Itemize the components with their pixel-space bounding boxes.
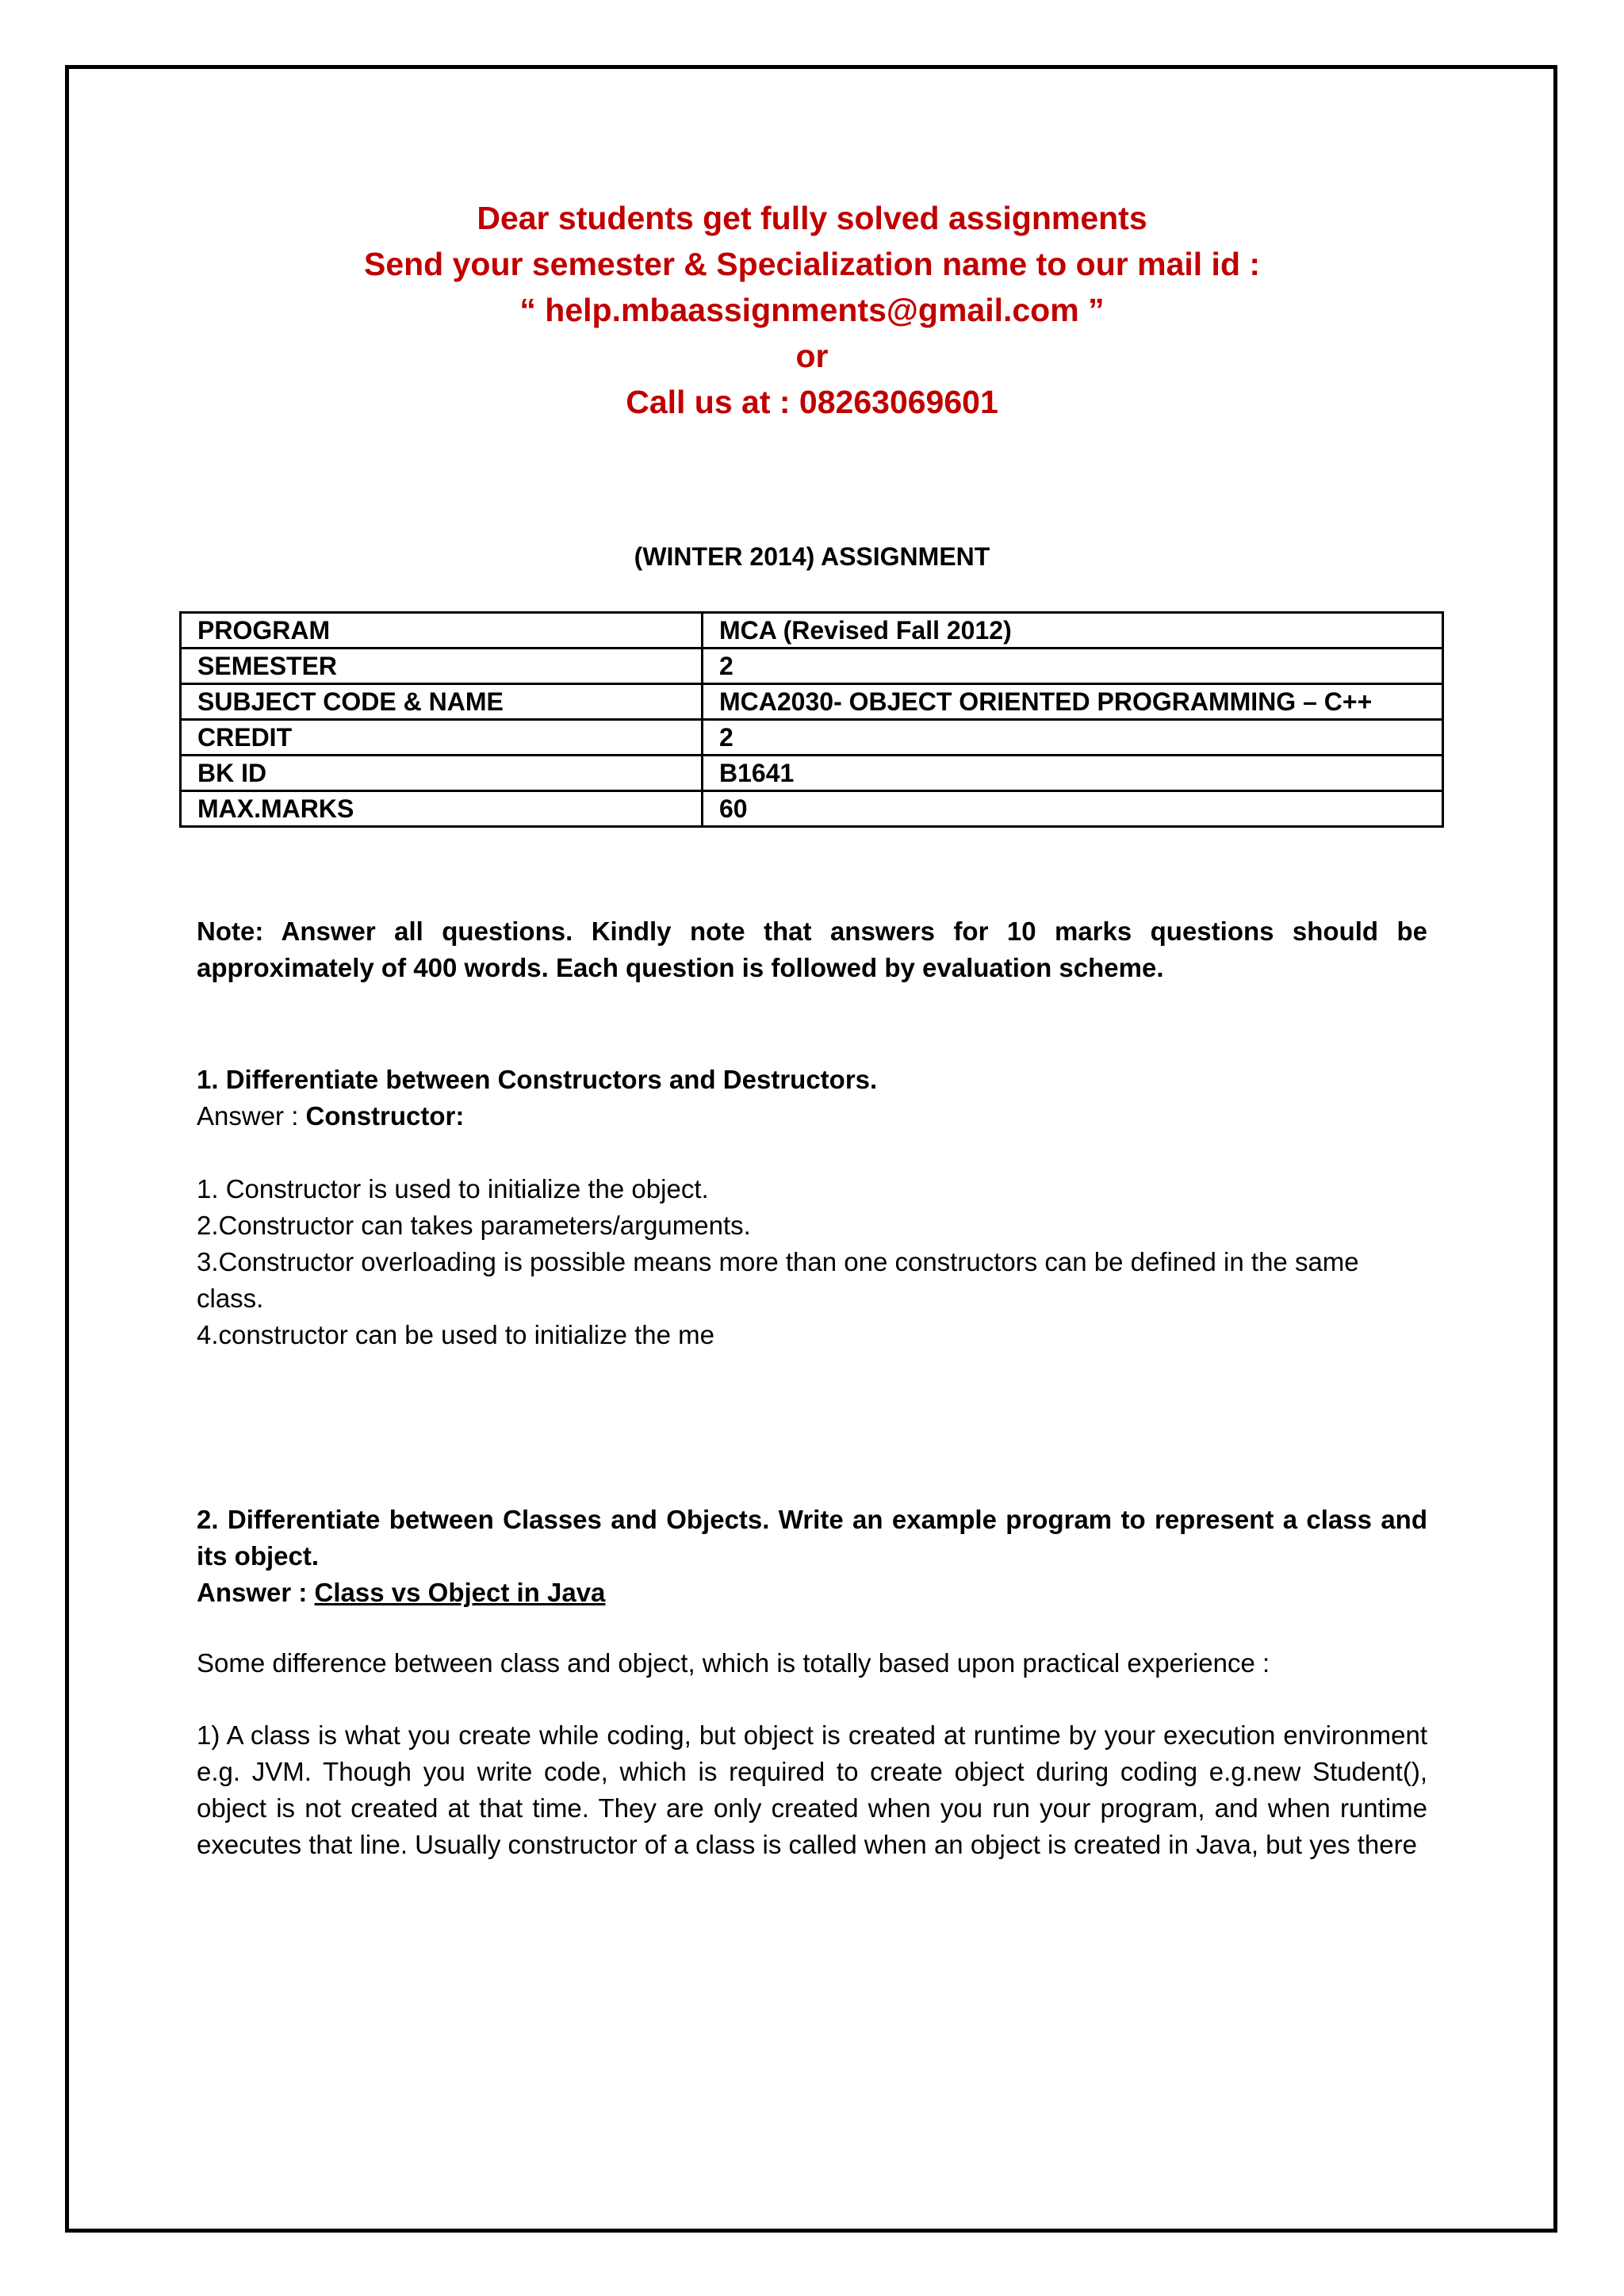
table-key: SEMESTER [181, 649, 703, 684]
answer-prefix: Answer : [197, 1578, 315, 1607]
promo-block [0, 195, 1624, 425]
table-value: MCA2030- OBJECT ORIENTED PROGRAMMING – C++ [703, 684, 1443, 720]
promo-line-1: Dear students get fully solved assignments [477, 200, 1147, 236]
question-1: 1. Differentiate between Constructors and Destructors. [197, 1065, 878, 1094]
answer-heading: Constructor: [305, 1101, 465, 1131]
answer-2-intro: Some difference between class and object, which is totally based upon practical experience : [197, 1648, 1270, 1678]
table-row [181, 684, 1443, 720]
promo-email: “ help.mbaassignments@gmail.com ” [519, 292, 1105, 328]
promo-or: or [795, 338, 829, 374]
answer-heading: Class vs Object in Java [314, 1578, 606, 1607]
answer-2-header [197, 1575, 1427, 1611]
list-item: 3.Constructor overloading is possible means more than one constructors can be defined in the same class. [197, 1247, 1359, 1313]
table-value: 60 [703, 791, 1443, 827]
table-row [181, 756, 1443, 791]
table-key: PROGRAM [181, 613, 703, 649]
note-text: Note: Answer all questions. Kindly note that answers for 10 marks questions should be approximately of 400 words. Each question is followed by evaluation scheme. [197, 916, 1427, 982]
info-table [179, 611, 1444, 828]
table-row [181, 613, 1443, 649]
table-row [181, 649, 1443, 684]
list-item: 1. Constructor is used to initialize the object. [197, 1174, 709, 1203]
list-item: 2.Constructor can takes parameters/arguments. [197, 1211, 751, 1240]
table-key: SUBJECT CODE & NAME [181, 684, 703, 720]
answer-1-points [197, 1171, 1427, 1353]
table-value: 2 [703, 720, 1443, 756]
table-key: BK ID [181, 756, 703, 791]
answer-2-paragraph: 1) A class is what you create while coding, but object is created at runtime by your execution environment e.g. JVM. Though you write code, which is required to create object during coding e.g.new Student(), object is not created at that time. They are only created when you run your program, and when runtime executes that line. Usually constructor of a class is called when an object is created in Java, but yes there [197, 1720, 1427, 1859]
question-2: 2. Differentiate between Classes and Objects. Write an example program to represent a class and its object. [197, 1505, 1427, 1571]
promo-line-2: Send your semester & Specialization name to our mail id : [363, 246, 1261, 282]
answer-1-header [197, 1098, 1427, 1135]
table-key: MAX.MARKS [181, 791, 703, 827]
table-value: MCA (Revised Fall 2012) [703, 613, 1443, 649]
assignment-title: (WINTER 2014) ASSIGNMENT [634, 542, 990, 571]
table-value: 2 [703, 649, 1443, 684]
table-key: CREDIT [181, 720, 703, 756]
promo-phone: Call us at : 08263069601 [626, 384, 998, 420]
table-row [181, 720, 1443, 756]
table-row [181, 791, 1443, 827]
answer-prefix: Answer : [197, 1101, 306, 1131]
table-value: B1641 [703, 756, 1443, 791]
list-item: 4.constructor can be used to initialize the me [197, 1320, 715, 1349]
